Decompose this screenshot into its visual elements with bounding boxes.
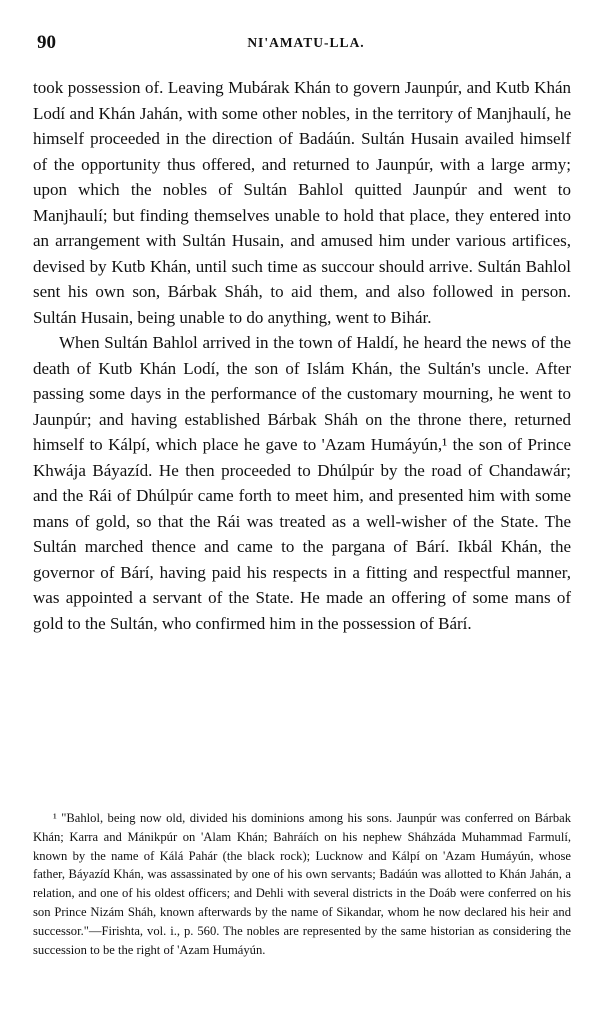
body-paragraph: When Sultán Bahlol arrived in the town of Haldí, he heard the news of the death of Kutb Khán Lodí, the son of Islám Khán, the Sultán's uncle. After passing some days in the performance of the customary mourning, he went to Jaunpúr; and having established Bárbak Sháh on the throne there, returned himself to Kálpí, which place he gave to 'Azam Humáyún,¹ the son of Prince Khwája Báyazíd. He then proceeded to Dhúlpúr by the road of Chandawár; and the Rái of Dhúlpúr came forth to meet him, and presented him with some mans of gold, so that the Rái was treated as a well-wisher of the State. The Sultán marched thence and came to the pargana of Bárí. Ikbál Khán, the governor of Bárí, having paid his respects in a fitting and respectful manner, was appointed a servant of the State. He made an offering of some mans of gold to the Sultán, who confirmed him in the possession of Bárí. [33, 333, 571, 633]
main-text [33, 75, 571, 636]
body-paragraph: took possession of. Leaving Mubárak Khán to govern Jaunpúr, and Kutb Khán Lodí and Khán Jahán, with some other nobles, in the territory of Manjhaulí, he himself proceeded in the direction of Badáún. Sultán Husain availed himself of the opportunity thus offered, and returned to Jaunpúr, with a large army; upon which the nobles of Sultán Bahlol quitted Jaunpúr and went to Manjhaulí; but finding themselves unable to hold that place, they entered into an arrangement with Sultán Husain, and amused him under various artifices, devised by Kutb Khán, until such time as succour should arrive. Sultán Bahlol sent his own son, Bárbak Sháh, to aid them, and also followed in person. Sultán Husain, being unable to do anything, went to Bihár. [33, 78, 571, 327]
running-title: NI'AMATU-LLA. [247, 35, 365, 50]
footnote: ¹ "Bahlol, being now old, divided his dominions among his sons. Jaunpúr was conferred on Bárbak Khán; Karra and Mánikpúr on 'Alam Khán; Bahráích on his nephew Sháhzáda Muhammad Farmulí, known by the name of Kálá Pahár (the black rock); Lucknow and Kálpí on 'Azam Humáyún, whose father, Báyazíd Khán, was assassinated by one of his own servants; Badáún was allotted to Khán Jahán, a relation, and one of his oldest officers; and Dehli with several districts in the Doáb were conferred on his son Prince Nizám Sháh, known afterwards by the name of Sikandar, whom he now declared his heir and successor."—Firishta, vol. i., p. 560. The nobles are represented by the same historian as considering the succession to be the right of 'Azam Humáyún. [33, 811, 571, 957]
page-header [37, 32, 575, 56]
footnotes [33, 809, 571, 959]
page-number: 90 [37, 32, 56, 53]
